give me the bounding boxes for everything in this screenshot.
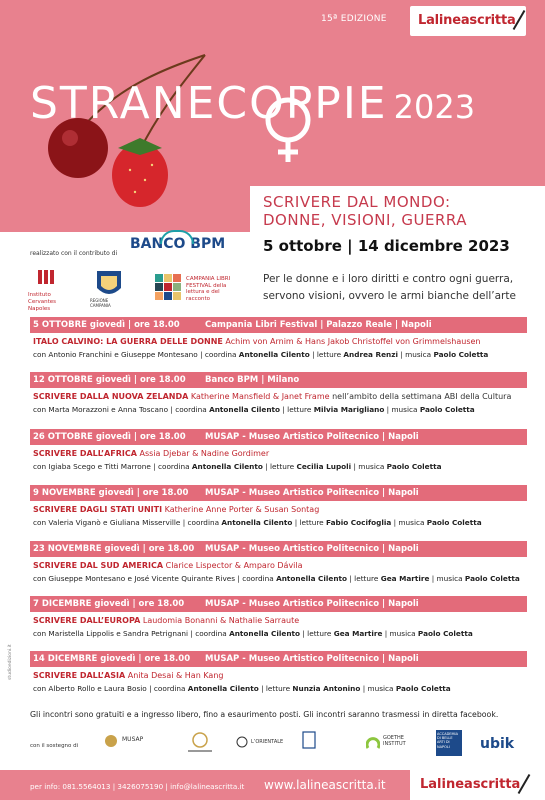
event-title-line: [33, 561, 303, 570]
website-link[interactable]: www.lalineascritta.it: [264, 778, 386, 792]
event-venue: MUSAP - Museo Artistico Politecnico | Napoli: [205, 488, 419, 498]
edition-label: 15ª EDIZIONE: [321, 14, 387, 24]
event-band: [30, 317, 527, 333]
event-date: 23 NOVEMBRE giovedì | ore 18.00: [33, 544, 195, 554]
event-authors: Assia Djebar & Nadine Gordimer: [139, 449, 270, 458]
brand-logo-top[interactable]: [410, 6, 526, 36]
event-venue: Banco BPM | Milano: [205, 375, 300, 385]
tagline-line2: servono visioni, ovvero le armi bianche dell’arte: [263, 290, 516, 302]
foundation-logo[interactable]: [180, 730, 220, 756]
support-label: con il sostegno di: [30, 743, 79, 749]
event-title-line: [33, 505, 319, 514]
event-credits: con Giuseppe Montesano e José Vicente Quirante Rives | coordina Antonella Cilento | letture Gea Martire | musica Paolo Coletta: [33, 574, 520, 583]
side-credit: studioedizioni.it: [8, 644, 13, 680]
musap-emblem-icon: [104, 734, 118, 748]
event-title-line: [33, 449, 269, 458]
event-title-line: [33, 616, 299, 625]
institution-logo[interactable]: [300, 730, 318, 756]
event-band: [30, 485, 527, 501]
accademia-logo[interactable]: ACCADEMIA DI BELLE ARTI DI NAPOLI: [436, 730, 462, 756]
cervantes-label: Instituto Cervantes Napoles: [28, 292, 57, 312]
event-title: SCRIVERE DAGLI STATI UNITI: [33, 505, 163, 514]
ubik-logo[interactable]: ubik: [480, 736, 515, 752]
festival-dates: 5 ottobre | 14 dicembre 2023: [263, 237, 510, 255]
contact-info[interactable]: per info: 081.5564013 | 3426075190 | info@lalineascritta.it: [30, 782, 245, 791]
banco-bpm-logo[interactable]: BANCO BPM: [130, 236, 225, 252]
event-authors: Clarice Lispector & Amparo Dávila: [165, 561, 303, 570]
subtitle-line1: SCRIVERE DAL MONDO:: [263, 193, 451, 211]
event-title: SCRIVERE DAL SUD AMERICA: [33, 561, 164, 570]
event-credits: con Marta Morazzoni e Anna Toscano | coordina Antonella Cilento | letture Milvia Marigliano | musica Paolo Coletta: [33, 405, 475, 414]
event-date: 14 DICEMBRE giovedì | ore 18.00: [33, 654, 191, 664]
free-entry-notice: Gli incontri sono gratuiti e a ingresso libero, fino a esaurimento posti. Gli incontri saranno trasmessi in diretta facebook.: [30, 710, 499, 719]
event-extra: nell’ambito della settimana ABI della Cultura: [332, 392, 512, 401]
musap-logo[interactable]: MUSAP: [104, 730, 152, 756]
event-credits: con Alberto Rollo e Laura Bosio | coordina Antonella Cilento | letture Nunzia Antonino | musica Paolo Coletta: [33, 684, 451, 693]
event-authors: Anita Desai & Han Kang: [127, 671, 224, 680]
event-authors: Laudomia Bonanni & Nathalie Sarraute: [142, 616, 300, 625]
goethe-arc-icon: [366, 736, 380, 750]
event-venue: MUSAP - Museo Artistico Politecnico | Napoli: [205, 599, 419, 609]
event-credits: con Antonio Franchini e Giuseppe Montesano | coordina Antonella Cilento | letture Andrea Renzi | musica Paolo Coletta: [33, 350, 489, 359]
orientale-logo[interactable]: L’ORIENTALE: [236, 730, 298, 756]
subtitle-line2: DONNE, VISIONI, GUERRA: [263, 211, 468, 229]
event-title-line: [33, 671, 223, 680]
contribution-label: realizzato con il contributo di: [30, 250, 118, 257]
event-authors: Achim von Arnim & Hans Jakob Christoffel von Grimmelshausen: [225, 337, 481, 346]
brand-logo-bottom[interactable]: [410, 770, 545, 800]
event-venue: MUSAP - Museo Artistico Politecnico | Napoli: [205, 654, 419, 664]
event-date: 12 OTTOBRE giovedì | ore 18.00: [33, 375, 186, 385]
regione-label: REGIONE CAMPANIA: [90, 298, 111, 308]
orientale-seal-icon: [236, 736, 248, 748]
brand-name: Lalineascritta: [420, 777, 521, 792]
event-title: SCRIVERE DALLA NUOVA ZELANDA: [33, 392, 189, 401]
event-date: 7 DICEMBRE giovedì | ore 18.00: [33, 599, 185, 609]
festival-title: STRANECOPPIE 2023: [30, 78, 476, 129]
campania-festival-label: CAMPANIA LIBRI FESTIVAL della lettura e del racconto: [186, 276, 231, 302]
event-venue: MUSAP - Museo Artistico Politecnico | Napoli: [205, 544, 419, 554]
event-band: [30, 651, 527, 667]
event-band: [30, 429, 527, 445]
event-venue: MUSAP - Museo Artistico Politecnico | Napoli: [205, 432, 419, 442]
event-credits: con Igiaba Scego e Titti Marrone | coordina Antonella Cilento | letture Cecilia Lupoli | musica Paolo Coletta: [33, 462, 442, 471]
event-title: SCRIVERE DALL’ASIA: [33, 671, 126, 680]
event-band: [30, 372, 527, 388]
event-venue: Campania Libri Festival | Palazzo Reale | Napoli: [205, 320, 432, 330]
event-title: SCRIVERE DALL’AFRICA: [33, 449, 137, 458]
event-credits: con Valeria Viganò e Giuliana Misserville | coordina Antonella Cilento | letture Fabio Cocifoglia | musica Paolo Coletta: [33, 518, 482, 527]
event-title: ITALO CALVINO: LA GUERRA DELLE DONNE: [33, 337, 223, 346]
event-date: 5 OTTOBRE giovedì | ore 18.00: [33, 320, 180, 330]
event-title-line: [33, 392, 511, 401]
event-band: [30, 596, 527, 612]
event-band: [30, 541, 527, 557]
event-title-line: [33, 337, 480, 346]
brand-name: Lalineascritta: [418, 13, 516, 28]
event-credits: con Maristella Lippolis e Sandra Petrignani | coordina Antonella Cilento | letture Gea Martire | musica Paolo Coletta: [33, 629, 473, 638]
event-authors: Katherine Mansfield & Janet Frame: [190, 392, 330, 401]
tagline-line1: Per le donne e i loro diritti e contro ogni guerra,: [263, 273, 514, 285]
event-date: 26 OTTOBRE giovedì | ore 18.00: [33, 432, 186, 442]
event-date: 9 NOVEMBRE giovedì | ore 18.00: [33, 488, 189, 498]
venus-symbol-icon: [258, 96, 318, 166]
event-title: SCRIVERE DALL’EUROPA: [33, 616, 141, 625]
event-authors: Katherine Anne Porter & Susan Sontag: [164, 505, 320, 514]
goethe-logo[interactable]: GOETHE INSTITUT: [366, 730, 414, 756]
